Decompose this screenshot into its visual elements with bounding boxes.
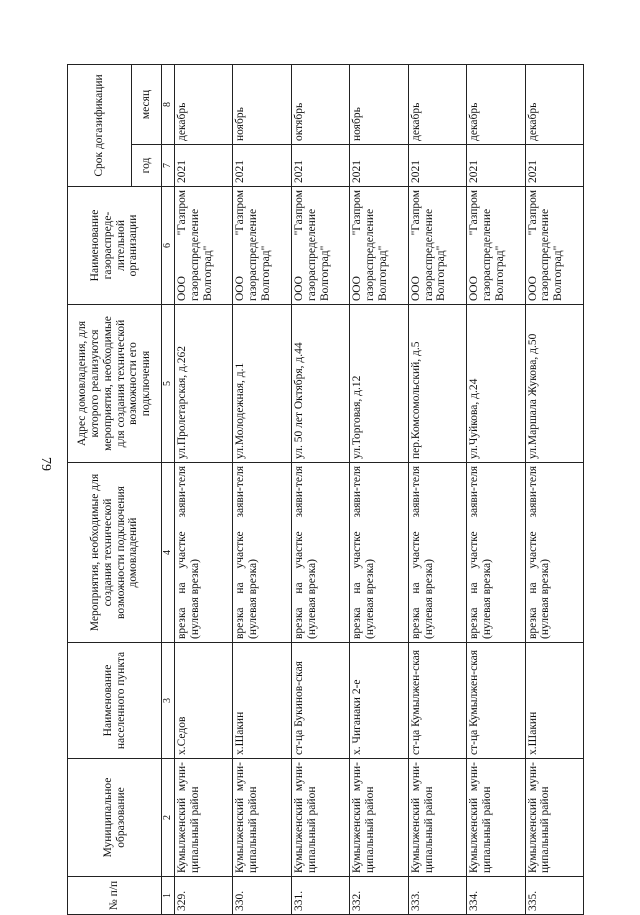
org-name-rest: газораспределение Волгоград" [364,208,390,301]
table-row [408,65,466,915]
address-cell: ул.Маршала Жукова, д.50 [525,305,583,463]
organization-cell [408,187,466,305]
municipality-cell: Кумылженский муни-ципальный район [467,759,525,877]
org-name: "Газпром [526,190,539,236]
header-measures: Мероприятия, необходимые для создания технической возможности подключения домовладений [68,463,162,643]
year-cell: 2021 [350,145,408,187]
column-number: 3 [162,643,175,759]
header-settlement: Наименование населенного пункта [68,643,162,759]
settlement-cell: х.Седов [175,643,233,759]
year-cell: 2021 [408,145,466,187]
organization-cell [525,187,583,305]
org-form: ООО [234,276,247,301]
header-month: месяц [132,65,162,145]
municipality-cell: Кумылженский муни-ципальный район [350,759,408,877]
table-row [525,65,583,915]
org-form: ООО [409,276,422,301]
org-name-rest: газораспределение Волгоград" [188,208,214,301]
column-number: 6 [162,187,175,305]
org-name-rest: газораспределение Волгоград" [422,208,448,301]
org-name: "Газпром [176,190,188,236]
month-cell: октябрь [291,65,349,145]
column-number: 7 [162,145,175,187]
municipality-cell: Кумылженский муни-ципальный район [408,759,466,877]
column-number: 1 [162,877,175,915]
settlement-cell: х.Шакин [233,643,291,759]
table-row [175,65,233,915]
org-form: ООО [351,276,364,301]
org-name: "Газпром [234,190,247,236]
measure-cell: врезка на участке заяви-теля (нулевая врезка) [233,463,291,643]
settlement-cell: ст-ца Кумылжен-ская [467,643,525,759]
measure-cell: врезка на участке заяви-теля (нулевая врезка) [350,463,408,643]
month-cell: декабрь [408,65,466,145]
column-number: 2 [162,759,175,877]
org-name-rest: газораспределение Волгоград" [480,208,506,301]
row-number: 334. [467,877,525,915]
year-cell: 2021 [467,145,525,187]
month-cell: ноябрь [233,65,291,145]
measure-cell: врезка на участке заяви-теля (нулевая врезка) [467,463,525,643]
org-name-rest: газораспределение Волгоград" [305,208,331,301]
address-cell: ул. 50 лет Октября, д.44 [291,305,349,463]
organization-cell [175,187,233,305]
org-name: "Газпром [409,190,422,236]
measure-cell: врезка на участке заяви-теля (нулевая врезка) [291,463,349,643]
org-name-rest: газораспределение Волгоград" [539,208,565,301]
header-year: год [132,145,162,187]
org-name: "Газпром [292,190,305,236]
row-number: 329. [175,877,233,915]
org-form: ООО [468,276,481,301]
month-cell: декабрь [525,65,583,145]
header-no: № п/п [68,877,162,915]
settlement-cell: х. Чиганаки 2-е [350,643,408,759]
measure-cell: врезка на участке заяви-теля (нулевая врезка) [525,463,583,643]
address-cell: ул.Молодежная, д.1 [233,305,291,463]
month-cell: ноябрь [350,65,408,145]
org-form: ООО [176,276,188,301]
header-organization: Наименование газораспреде-лительной организации [68,187,162,305]
month-cell: декабрь [175,65,233,145]
row-number: 333. [408,877,466,915]
municipality-cell: Кумылженский муни-ципальный район [291,759,349,877]
year-cell: 2021 [175,145,233,187]
organization-cell [233,187,291,305]
measure-cell: врезка на участке заяви-теля (нулевая врезка) [175,463,233,643]
header-address: Адрес домовладения, для которого реализуются мероприятия, необходимые для создания технической возможности его подключения [68,305,162,463]
page-number: 79 [38,457,53,471]
address-cell: ул.Пролетарская, д.262 [175,305,233,463]
municipality-cell: Кумылженский муни-ципальный район [525,759,583,877]
row-number: 332. [350,877,408,915]
address-cell: ул.Чуйкова, д.24 [467,305,525,463]
org-name: "Газпром [351,190,364,236]
settlement-cell: х.Шакин [525,643,583,759]
year-cell: 2021 [525,145,583,187]
gasification-table [67,64,584,915]
organization-cell [350,187,408,305]
address-cell: ул.Торговая, д.12 [350,305,408,463]
municipality-cell: Кумылженский муни-ципальный район [233,759,291,877]
org-form: ООО [292,276,305,301]
settlement-cell: ст-ца Кумылжен-ская [408,643,466,759]
year-cell: 2021 [291,145,349,187]
settlement-cell: ст-ца Букинов-ская [291,643,349,759]
column-number: 5 [162,305,175,463]
organization-cell [291,187,349,305]
organization-cell [467,187,525,305]
header-municipality: Муниципальное образование [68,759,162,877]
table-row [233,65,291,915]
column-number-row [162,65,175,915]
column-number: 4 [162,463,175,643]
year-cell: 2021 [233,145,291,187]
municipality-cell: Кумылженский муни-ципальный район [175,759,233,877]
org-name-rest: газораспределение Волгоград" [247,208,273,301]
table-row [350,65,408,915]
header-deadline: Срок догазификации [68,65,132,187]
org-form: ООО [526,276,539,301]
month-cell: декабрь [467,65,525,145]
row-number: 335. [525,877,583,915]
table-container [67,65,584,915]
measure-cell: врезка на участке заяви-теля (нулевая врезка) [408,463,466,643]
table-row [291,65,349,915]
table-row [467,65,525,915]
row-number: 331. [291,877,349,915]
org-name: "Газпром [468,190,481,236]
row-number: 330. [233,877,291,915]
column-number: 8 [162,65,175,145]
address-cell: пер.Комсомольский, д.5 [408,305,466,463]
